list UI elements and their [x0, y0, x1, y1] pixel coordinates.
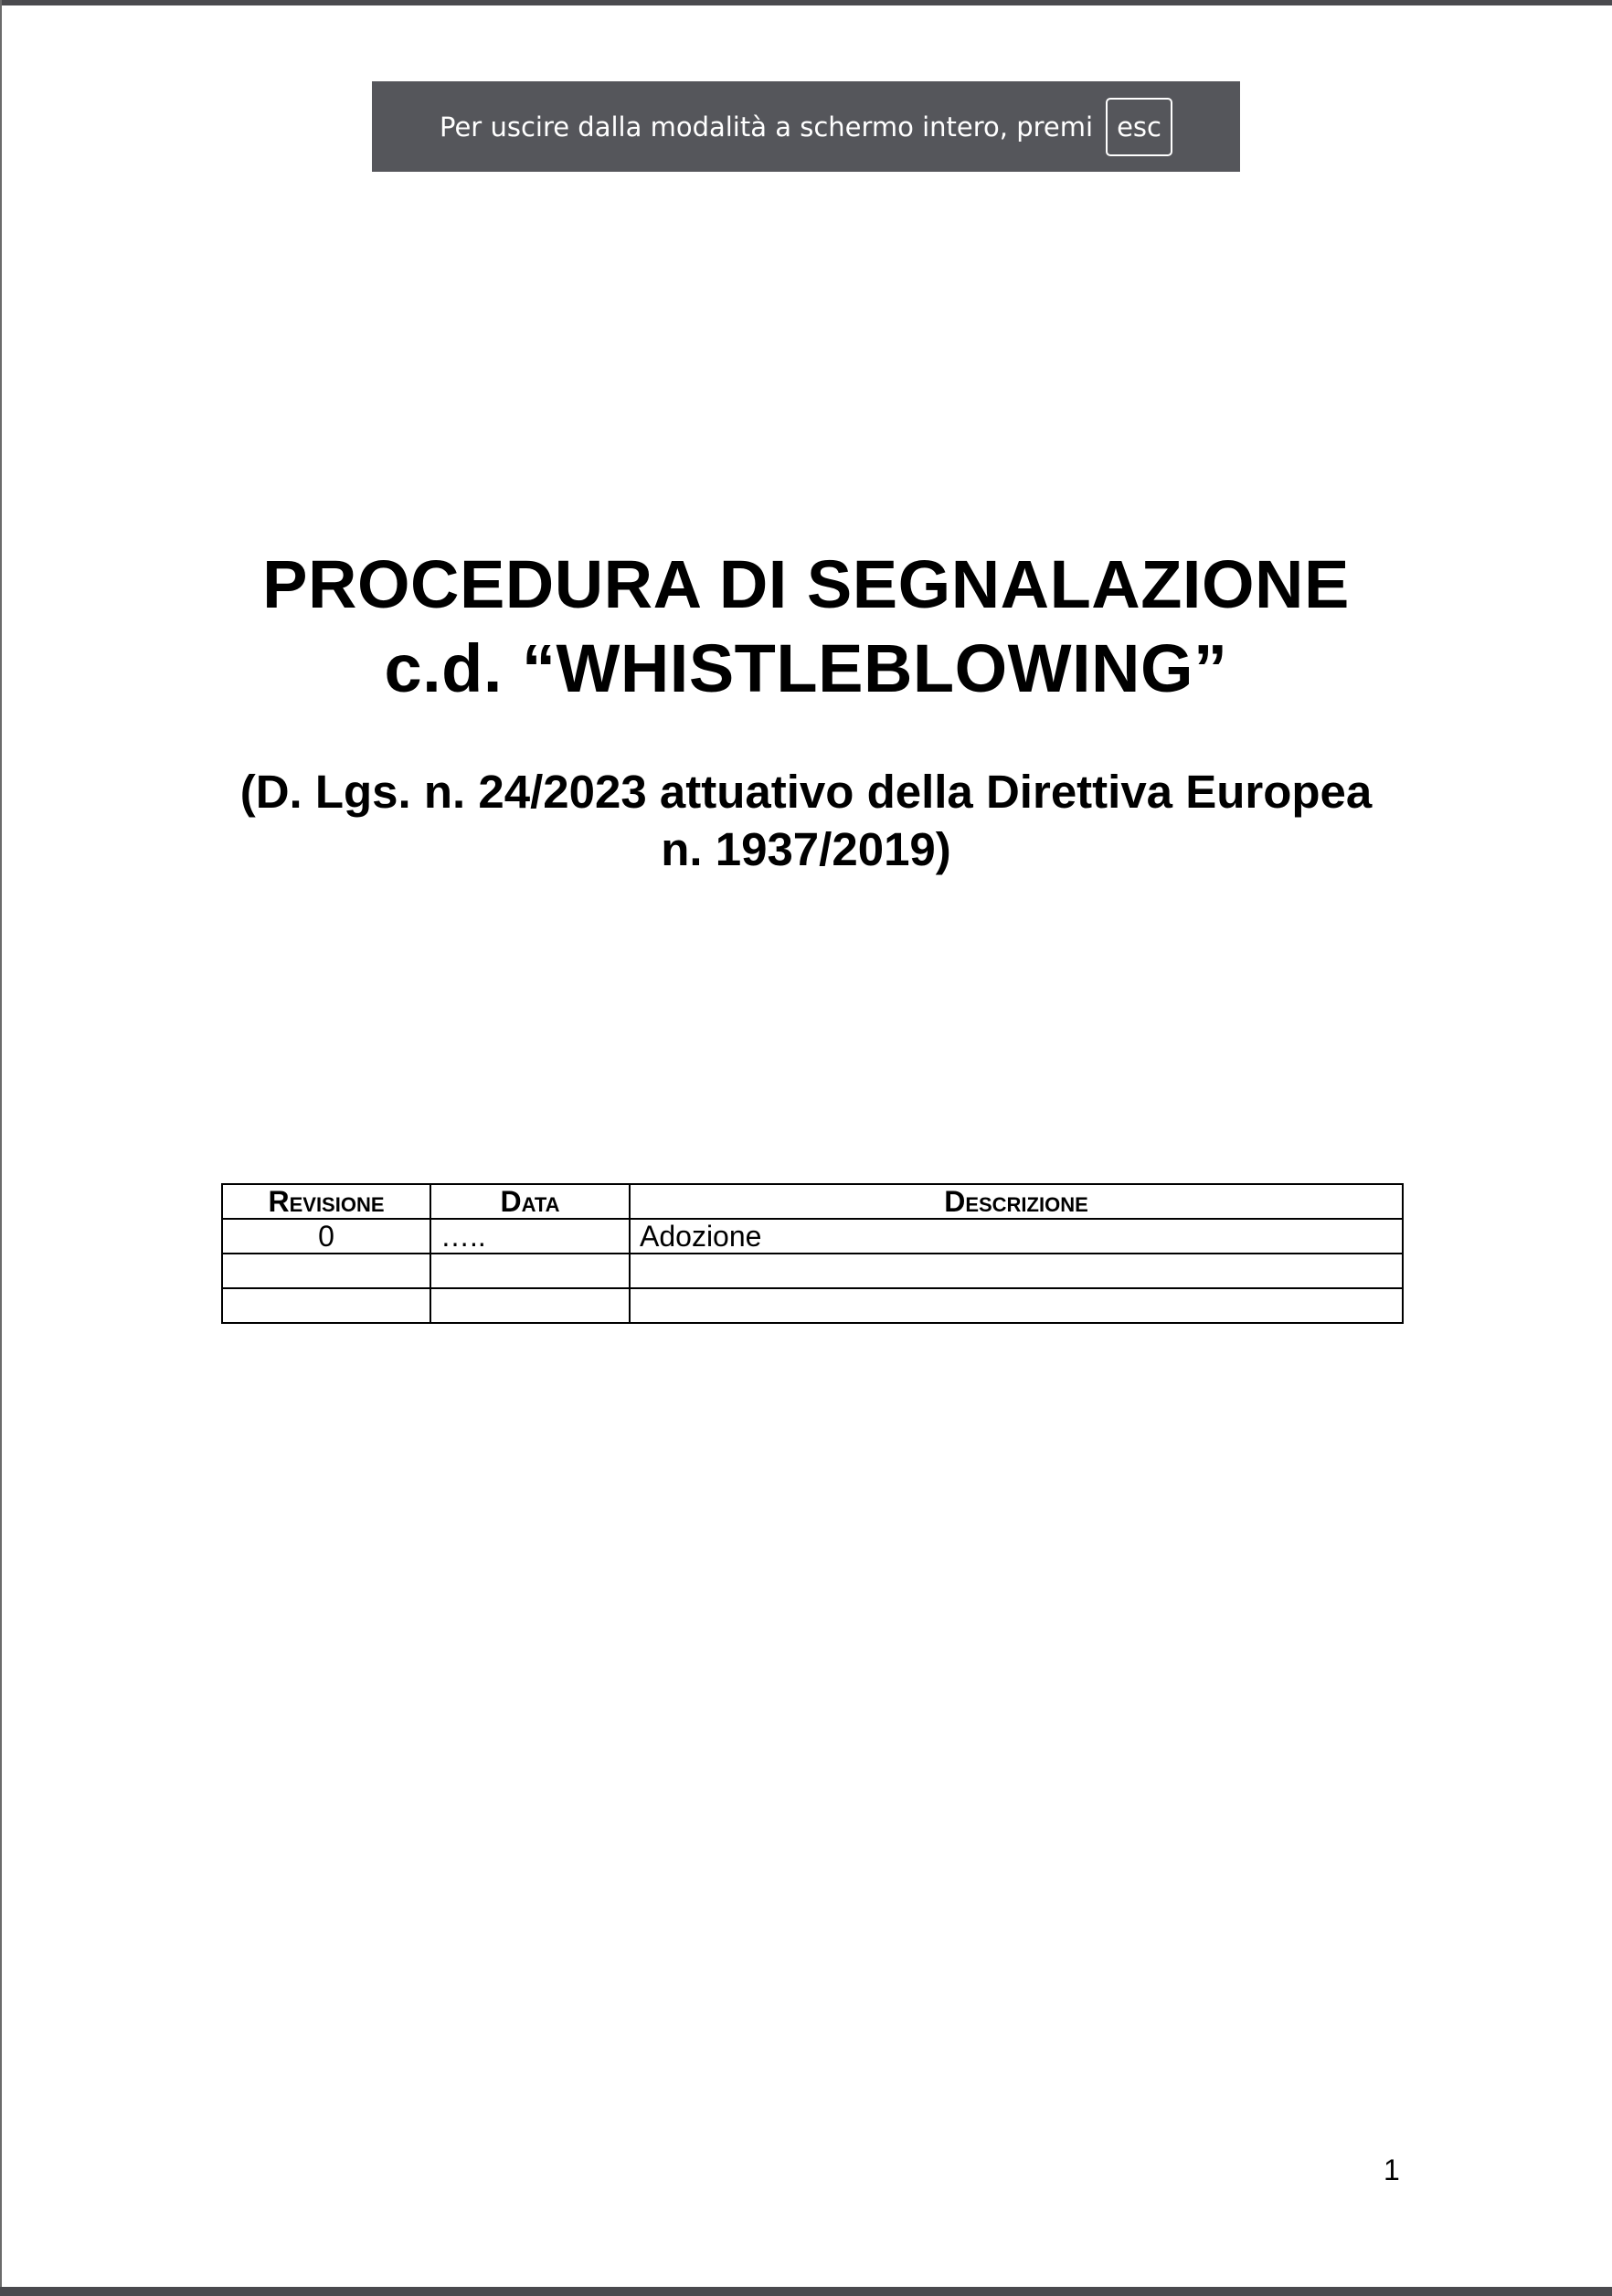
fullscreen-exit-message: Per uscire dalla modalità a schermo intero, premi — [440, 111, 1094, 143]
revision-table-header-row — [222, 1184, 1403, 1219]
viewer-bottom-frame — [0, 2287, 1612, 2296]
cell-descrizione — [630, 1288, 1403, 1323]
document-page — [2, 5, 1612, 2287]
header-revisione: Revisione — [222, 1184, 430, 1219]
fullscreen-exit-banner — [372, 81, 1240, 172]
cell-revisione: 0 — [222, 1219, 430, 1254]
cell-data: ….. — [430, 1219, 630, 1254]
page-number: 1 — [1384, 2153, 1400, 2186]
header-data: Data — [430, 1184, 630, 1219]
revision-table — [221, 1183, 1404, 1324]
cell-descrizione: Adozione — [630, 1219, 1403, 1254]
table-row — [222, 1219, 1403, 1254]
table-row — [222, 1288, 1403, 1323]
document-subtitle-line-2: n. 1937/2019) — [661, 823, 951, 875]
cell-revisione — [222, 1288, 430, 1323]
document-title-line-1: PROCEDURA DI SEGNALAZIONE — [262, 546, 1350, 622]
table-row — [222, 1254, 1403, 1288]
document-title-line-2: c.d. “WHISTLEBLOWING” — [384, 630, 1228, 706]
esc-key-badge: esc — [1106, 98, 1172, 156]
cell-revisione — [222, 1254, 430, 1288]
cell-data — [430, 1254, 630, 1288]
cell-descrizione — [630, 1254, 1403, 1288]
cell-data — [430, 1288, 630, 1323]
document-subtitle — [0, 763, 1612, 878]
header-descrizione: Descrizione — [630, 1184, 1403, 1219]
document-title — [0, 543, 1612, 711]
document-subtitle-line-1: (D. Lgs. n. 24/2023 attuativo della Direttiva Europea — [239, 766, 1373, 818]
